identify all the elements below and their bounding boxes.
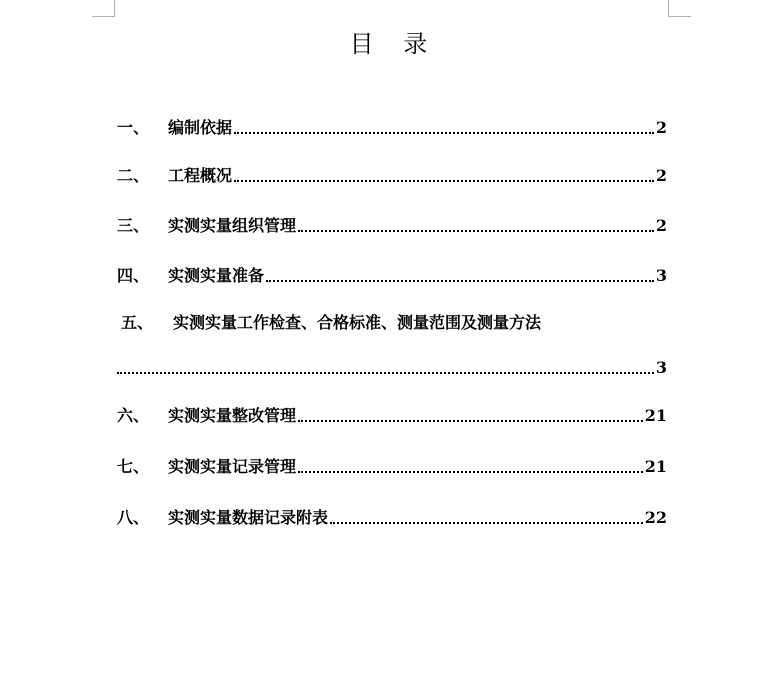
toc-leader-dots <box>234 179 654 182</box>
toc-entry-label: 编制依据 <box>168 118 233 137</box>
toc-entry-number: 一、 <box>117 118 150 137</box>
page-corner-mark-right <box>668 0 691 17</box>
toc-entry-number: 二、 <box>117 166 150 185</box>
toc-entry-5[interactable] <box>117 306 667 379</box>
toc-entry-page: 3 <box>655 266 667 285</box>
page-title: 目 录 <box>349 30 430 58</box>
toc-entry-page: 2 <box>655 216 667 235</box>
toc-entry-number: 七、 <box>117 457 150 476</box>
toc-entry-3[interactable] <box>117 209 667 237</box>
toc-entry-label: 工程概况 <box>168 166 233 185</box>
toc-entry-2[interactable] <box>117 159 667 187</box>
toc-entry-4[interactable] <box>117 259 667 287</box>
toc-entry-page: 22 <box>644 508 667 527</box>
toc-entry-label: 实测实量组织管理 <box>168 216 297 235</box>
toc-leader-dots <box>298 419 643 422</box>
toc-leader-dots <box>117 371 654 374</box>
toc-leader-dots <box>298 229 654 232</box>
toc-entry-number: 八、 <box>117 508 150 527</box>
toc-leader-dots <box>266 279 654 282</box>
toc-entry-7[interactable] <box>117 450 667 478</box>
toc-entry-number: 五、 <box>121 313 154 332</box>
toc-entry-page: 21 <box>644 457 667 476</box>
toc-entry-8[interactable] <box>117 501 667 529</box>
toc-entry-label: 实测实量准备 <box>168 266 265 285</box>
toc-entry-number: 六、 <box>117 406 150 425</box>
toc-entry-page: 21 <box>644 406 667 425</box>
toc-entry-page: 2 <box>655 166 667 185</box>
toc-entry-label: 实测实量整改管理 <box>168 406 297 425</box>
toc-entry-6[interactable] <box>117 399 667 427</box>
toc-leader-dots <box>330 521 643 524</box>
toc-entry-number: 四、 <box>117 266 150 285</box>
page-corner-mark-left <box>92 0 115 17</box>
toc-entry-page: 2 <box>655 118 667 137</box>
toc-entry-number: 三、 <box>117 216 150 235</box>
toc-entry-label: 实测实量数据记录附表 <box>168 508 329 527</box>
toc-leader-dots <box>234 131 654 134</box>
toc-entry-label: 实测实量记录管理 <box>168 457 297 476</box>
toc-entry-1[interactable] <box>117 111 667 139</box>
toc-entry-page: 3 <box>655 358 667 377</box>
toc-entry-label: 实测实量工作检查、合格标准、测量范围及测量方法 <box>173 313 542 332</box>
toc-leader-dots <box>298 470 643 473</box>
